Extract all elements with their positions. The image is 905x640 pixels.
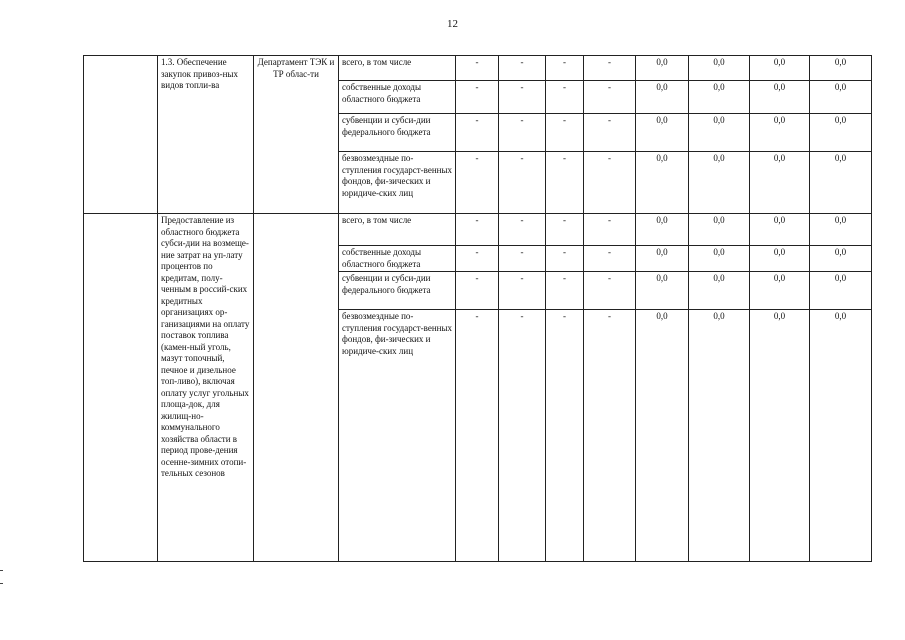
value-cell: 0,0 [750,246,810,272]
value-cell: 0,0 [689,81,750,114]
value-cell: 0,0 [689,310,750,562]
value-cell: 0,0 [750,272,810,310]
table-row [84,56,872,81]
value-cell: 0,0 [689,152,750,214]
value-cell: - [584,152,636,214]
value-cell: 0,0 [689,272,750,310]
value-cell: 0,0 [750,214,810,246]
table-row [84,214,872,246]
value-cell: - [584,246,636,272]
value-cell: - [499,152,546,214]
value-cell: - [546,246,584,272]
measure-name: Предоставление из областного бюджета субси-дии на возмеще-ние затрат на уп-лату процентов по кредитам, полу-ченным в россий-ских кредитных организациях ор-ганизациями на оплату поставок топлива (камен-ный уголь, мазут топочный, печное и дизельное топ-ливо), включая оплату услуг угольных площа-док, для жилищ-но-коммунального хозяйства области в период прове-дения осенне-зимних отопи-тельных сезонов [158,214,254,562]
value-cell: - [499,56,546,81]
value-cell: - [546,272,584,310]
value-cell: 0,0 [810,272,872,310]
row-index-cell [84,214,158,562]
value-cell: 0,0 [636,246,689,272]
value-cell: 0,0 [750,152,810,214]
value-cell: 0,0 [810,152,872,214]
funding-source: собственные доходы областного бюджета [339,81,456,114]
value-cell: - [456,214,499,246]
value-cell: - [584,114,636,152]
value-cell: 0,0 [636,152,689,214]
value-cell: - [584,214,636,246]
value-cell: 0,0 [750,114,810,152]
value-cell: 0,0 [810,56,872,81]
value-cell: - [499,81,546,114]
value-cell: 0,0 [810,81,872,114]
value-cell: - [456,246,499,272]
responsible-dept [254,214,339,562]
funding-source: всего, в том числе [339,214,456,246]
value-cell: - [584,272,636,310]
value-cell: 0,0 [636,114,689,152]
scan-edge-mark [0,583,3,584]
value-cell: 0,0 [750,56,810,81]
value-cell: 0,0 [689,214,750,246]
value-cell: - [546,214,584,246]
value-cell: 0,0 [636,310,689,562]
value-cell: - [546,152,584,214]
value-cell: - [546,56,584,81]
budget-table [83,55,872,562]
value-cell: 0,0 [689,56,750,81]
value-cell: 0,0 [636,56,689,81]
value-cell: - [499,214,546,246]
row-index-cell [84,56,158,214]
value-cell: 0,0 [636,272,689,310]
value-cell: - [584,56,636,81]
funding-source: всего, в том числе [339,56,456,81]
page-number: 12 [447,18,458,30]
funding-source: субвенции и субси-дии федерального бюджета [339,272,456,310]
value-cell: - [499,114,546,152]
value-cell: 0,0 [689,246,750,272]
funding-source: безвозмездные по-ступления государст-венных фондов, фи-зических и юридиче-ских лиц [339,152,456,214]
value-cell: 0,0 [810,310,872,562]
value-cell: 0,0 [750,310,810,562]
value-cell: - [456,310,499,562]
value-cell: 0,0 [810,246,872,272]
funding-source: субвенции и субси-дии федерального бюджета [339,114,456,152]
value-cell: - [584,81,636,114]
responsible-dept: Департамент ТЭК и ТР облас-ти [254,56,339,214]
value-cell: 0,0 [810,214,872,246]
value-cell: 0,0 [810,114,872,152]
value-cell: - [499,272,546,310]
measure-name: 1.3. Обеспечение закупок привоз-ных видов топли-ва [158,56,254,214]
value-cell: - [546,114,584,152]
value-cell: - [456,81,499,114]
value-cell: 0,0 [689,114,750,152]
scan-edge-mark [0,570,3,571]
value-cell: - [546,310,584,562]
value-cell: - [456,114,499,152]
value-cell: 0,0 [636,214,689,246]
value-cell: - [499,310,546,562]
value-cell: 0,0 [750,81,810,114]
value-cell: - [499,246,546,272]
value-cell: - [456,152,499,214]
value-cell: - [584,310,636,562]
funding-source: безвозмездные по-ступления государст-венных фондов, фи-зических и юридиче-ских лиц [339,310,456,562]
funding-source: собственные доходы областного бюджета [339,246,456,272]
value-cell: - [456,272,499,310]
value-cell: - [456,56,499,81]
value-cell: - [546,81,584,114]
value-cell: 0,0 [636,81,689,114]
